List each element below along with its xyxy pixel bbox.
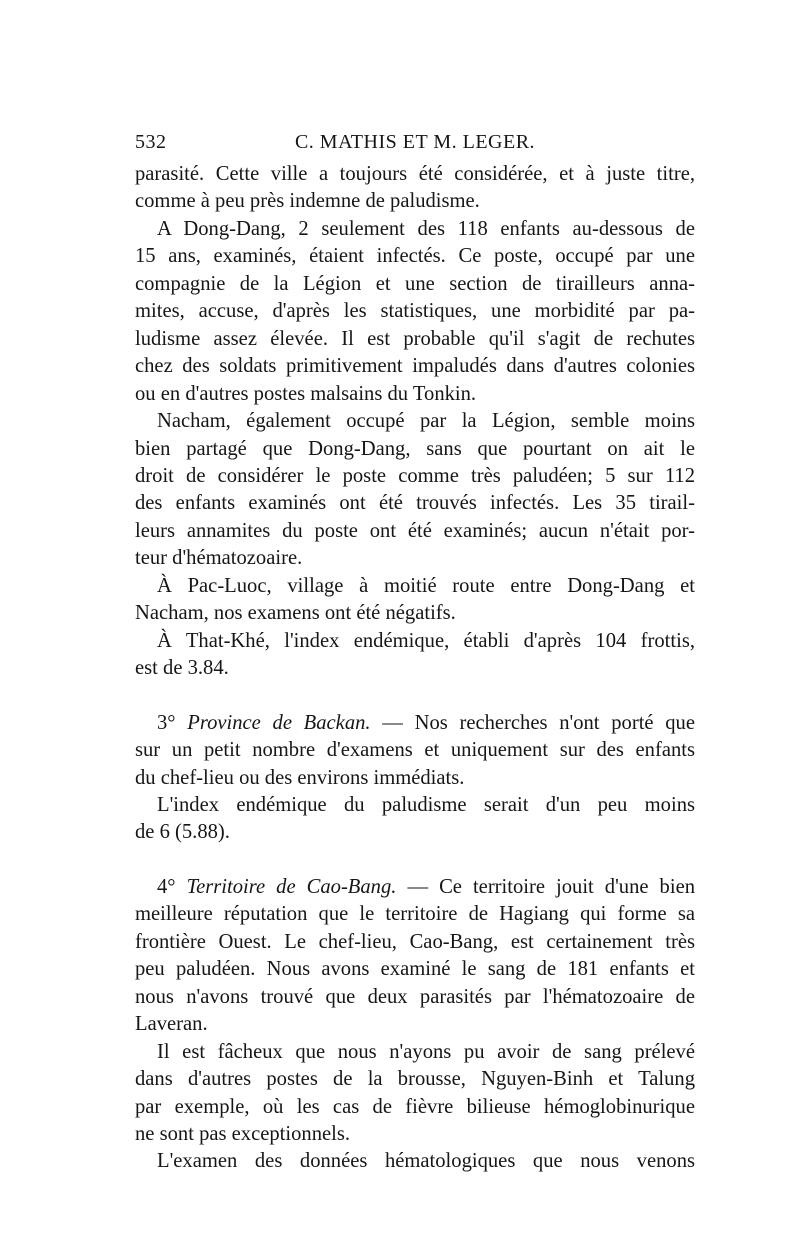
text-line: frontière Ouest. Le chef-lieu, Cao-Bang, est certainement très [135, 930, 695, 953]
text-line: du chef-lieu ou des environs immédiats. [135, 766, 465, 789]
paragraph-p6 [135, 710, 695, 792]
text-line: leurs annamites du poste ont été examinés; aucun n'était por- [135, 519, 695, 542]
text-line: droit de considérer le poste comme très paludéen; 5 sur 112 [135, 464, 695, 487]
text-line: ne sont pas exceptionnels. [135, 1122, 351, 1145]
text-line: Laveran. [135, 1013, 208, 1036]
paragraph-p8 [135, 874, 695, 1039]
paragraph-p5 [135, 628, 695, 683]
text-line: bien partagé que Dong-Dang, sans que pourtant on ait le [135, 437, 695, 460]
text-line: sur un petit nombre d'examens et uniquement sur des enfants [135, 739, 695, 762]
text-line: compagnie de la Légion et une section de tirailleurs anna- [135, 272, 695, 295]
section-heading: Province de Backan. [187, 711, 371, 734]
text-line: L'index endémique du paludisme serait d'un peu moins [157, 793, 695, 816]
text-line: dans d'autres postes de la brousse, Nguyen-Binh et Talung [135, 1068, 695, 1091]
paragraph-p2 [135, 216, 695, 408]
running-title: C. MATHIS ET M. LEGER. [294, 131, 536, 153]
text-line: des enfants examinés ont été trouvés infectés. Les 35 tirail- [135, 492, 695, 515]
text-line: ou en d'autres postes malsains du Tonkin. [135, 382, 477, 405]
text-line: de 6 (5.88). [135, 821, 230, 844]
text-line: À Pac-Luoc, village à moitié route entre Dong-Dang et [157, 574, 695, 597]
section-heading: Territoire de Cao-Bang. [186, 875, 397, 898]
text-line: Nacham, nos examens ont été négatifs. [135, 602, 456, 625]
text-line: par exemple, où les cas de fièvre bilieuse hémoglobinurique [135, 1095, 695, 1118]
section-gap [135, 847, 695, 874]
text-line: chez des soldats primitivement impaludés dans d'autres colonies [135, 355, 695, 378]
text-line: L'examen des données hématologiques que nous venons [157, 1150, 695, 1173]
paragraph-p4 [135, 573, 695, 628]
text-line: nous n'avons trouvé que deux parasités par l'hématozoaire de [135, 985, 695, 1008]
text-line: ludisme assez élevée. Il est probable qu'il s'agit de rechutes [135, 327, 695, 350]
paragraph-p1 [135, 161, 695, 216]
text-line: parasité. Cette ville a toujours été considérée, et à juste titre, [135, 163, 695, 185]
paragraph-p7 [135, 792, 695, 847]
text-line: peu paludéen. Nous avons examiné le sang de 181 enfants et [135, 958, 695, 981]
paragraph-p9 [135, 1039, 695, 1149]
text-line: Il est fâcheux que nous n'ayons pu avoir de sang prélevé [157, 1040, 695, 1063]
text-line: Nacham, également occupé par la Légion, semble moins [157, 410, 695, 433]
page-number: 532 [135, 131, 167, 153]
paragraph-p3 [135, 408, 695, 573]
text-line: À That-Khé, l'index endémique, établi d'après 104 frottis, [157, 629, 695, 652]
text-line: 3° Province de Backan. — Nos recherches n'ont porté que [157, 711, 695, 734]
text-line: est de 3.84. [135, 657, 229, 680]
text-line: meilleure réputation que le territoire de Hagiang qui forme sa [135, 903, 695, 926]
text-line: 4° Territoire de Cao-Bang. — Ce territoire jouit d'une bien [157, 875, 696, 898]
section-gap [135, 683, 695, 710]
text-line: teur d'hématozoaire. [135, 547, 303, 570]
text-line: mites, accuse, d'après les statistiques, une morbidité par pa- [135, 300, 695, 323]
text-line: comme à peu près indemne de paludisme. [135, 190, 480, 213]
text-line: 15 ans, examinés, étaient infectés. Ce poste, occupé par une [135, 245, 695, 268]
text-line: A Dong-Dang, 2 seulement des 118 enfants au-dessous de [157, 217, 695, 240]
paragraph-p10 [135, 1148, 695, 1175]
body-text [135, 161, 695, 1176]
